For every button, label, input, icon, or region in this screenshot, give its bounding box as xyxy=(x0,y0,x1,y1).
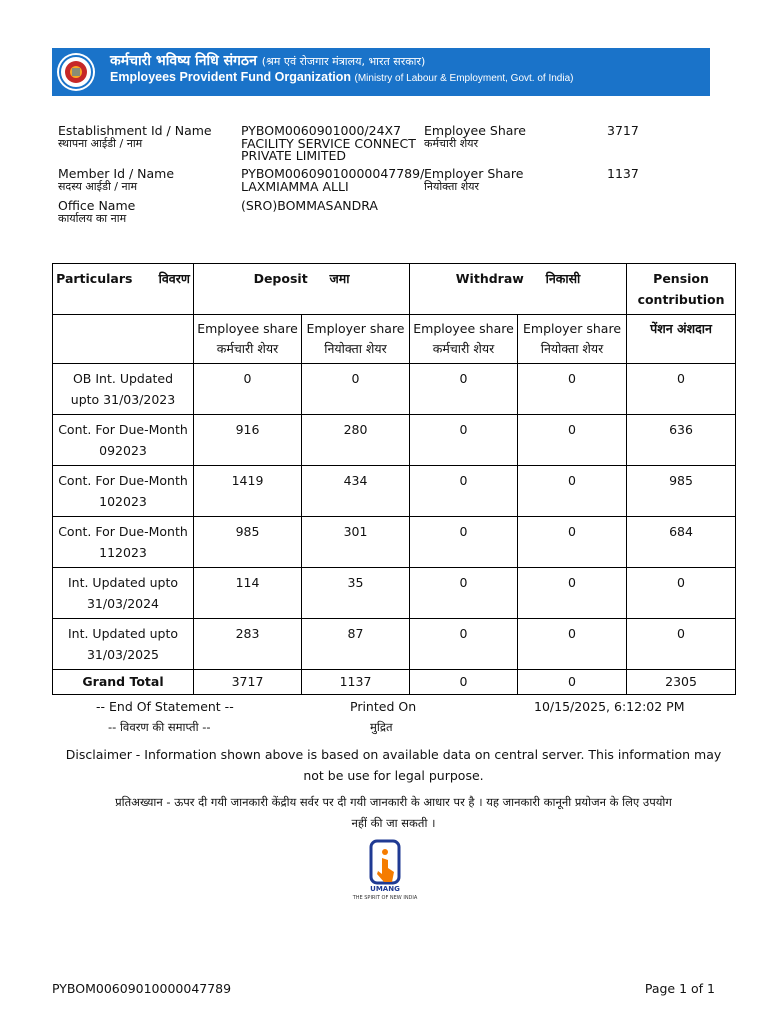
cell-particulars: OB Int. Updated upto 31/03/2023 xyxy=(53,364,194,415)
cell-deposit-employer: 0 xyxy=(302,364,410,415)
subheader-blank xyxy=(53,315,194,364)
footer-member-id: PYBOM00609010000047789 xyxy=(52,981,232,996)
cell-deposit-employer: 280 xyxy=(302,415,410,466)
cell-total-withdraw-employer: 0 xyxy=(518,670,627,695)
end-of-statement-hindi: -- विवरण की समाप्ती -- xyxy=(108,720,211,734)
subheader-withdraw-employee: Employee share कर्मचारी शेयर xyxy=(410,315,518,364)
subheader-deposit-employee: Employee share कर्मचारी शेयर xyxy=(194,315,302,364)
office-label: Office Name कार्यालय का नाम xyxy=(58,198,136,225)
cell-withdraw-employer: 0 xyxy=(518,364,627,415)
cell-total-deposit-employee: 3717 xyxy=(194,670,302,695)
umang-label: UMANG xyxy=(370,885,400,893)
cell-pension: 684 xyxy=(627,517,736,568)
table-subheader-row xyxy=(53,315,736,364)
cell-pension: 0 xyxy=(627,364,736,415)
cell-withdraw-employer: 0 xyxy=(518,517,627,568)
disclaimer-hindi: प्रतिअख्यान - ऊपर दी गयी जानकारी केंद्रीय सर्वर पर दी गयी जानकारी के आधार पर है । यह जानकारी कानूनी प्रयोजन के लिए उपयोग नहीं की जा सकती । xyxy=(115,795,672,830)
office-value: (SRO)BOMMASANDRA xyxy=(241,198,378,213)
member-value: PYBOM00609010000047789/ LAXMIAMMA ALLI xyxy=(241,166,425,194)
printed-on-label-hindi: मुद्रित xyxy=(370,720,393,734)
cell-deposit-employee: 1419 xyxy=(194,466,302,517)
table-row xyxy=(53,364,736,415)
cell-deposit-employee: 283 xyxy=(194,619,302,670)
table-row xyxy=(53,466,736,517)
table-header-row xyxy=(53,264,736,315)
subheader-pension: पेंशन अंशदान xyxy=(627,315,736,364)
cell-withdraw-employee: 0 xyxy=(410,466,518,517)
cell-withdraw-employee: 0 xyxy=(410,415,518,466)
cell-withdraw-employee: 0 xyxy=(410,517,518,568)
member-label: Member Id / Name सदस्य आईडी / नाम xyxy=(58,166,175,193)
org-name-english: Employees Provident Fund Organization (Ministry of Labour & Employment, Govt. of India) xyxy=(110,70,574,84)
cell-deposit-employer: 35 xyxy=(302,568,410,619)
cell-total-withdraw-employee: 0 xyxy=(410,670,518,695)
employee-share-label: Employee Share कर्मचारी शेयर xyxy=(424,123,526,150)
header-particulars: Particulars विवरण xyxy=(53,264,194,315)
cell-pension: 985 xyxy=(627,466,736,517)
cell-deposit-employee: 916 xyxy=(194,415,302,466)
cell-pension: 0 xyxy=(627,568,736,619)
cell-particulars: Int. Updated upto 31/03/2024 xyxy=(53,568,194,619)
cell-withdraw-employer: 0 xyxy=(518,415,627,466)
table-row xyxy=(53,415,736,466)
cell-withdraw-employer: 0 xyxy=(518,619,627,670)
umang-tagline: THE SPIRIT OF NEW INDIA xyxy=(352,895,418,901)
header-banner xyxy=(52,48,710,96)
cell-total-pension: 2305 xyxy=(627,670,736,695)
table-row xyxy=(53,619,736,670)
header-deposit: Deposit जमा xyxy=(194,264,410,315)
cell-deposit-employer: 301 xyxy=(302,517,410,568)
epfo-logo-icon xyxy=(56,52,96,92)
cell-particulars: Cont. For Due-Month 102023 xyxy=(53,466,194,517)
cell-deposit-employee: 985 xyxy=(194,517,302,568)
cell-particulars: Int. Updated upto 31/03/2025 xyxy=(53,619,194,670)
cell-withdraw-employer: 0 xyxy=(518,466,627,517)
cell-particulars: Cont. For Due-Month 092023 xyxy=(53,415,194,466)
printed-on-label: Printed On xyxy=(350,699,417,714)
employer-share-label: Employer Share नियोक्ता शेयर xyxy=(424,166,524,193)
subheader-withdraw-employer: Employer share नियोक्ता शेयर xyxy=(518,315,627,364)
employee-share-value: 3717 xyxy=(607,123,639,138)
cell-withdraw-employer: 0 xyxy=(518,568,627,619)
cell-deposit-employer: 434 xyxy=(302,466,410,517)
disclaimer-english: Disclaimer - Information shown above is based on available data on central server. This information may not be use for legal purpose. xyxy=(65,747,722,783)
header-pension: Pension contribution xyxy=(627,264,736,315)
grand-total-row xyxy=(53,670,736,695)
cell-grand-total-label: Grand Total xyxy=(53,670,194,695)
table-row xyxy=(53,568,736,619)
passbook-table xyxy=(52,263,736,695)
header-withdraw: Withdraw निकासी xyxy=(410,264,627,315)
cell-withdraw-employee: 0 xyxy=(410,619,518,670)
cell-deposit-employee: 0 xyxy=(194,364,302,415)
cell-withdraw-employee: 0 xyxy=(410,568,518,619)
end-of-statement: -- End Of Statement -- xyxy=(96,699,234,714)
cell-withdraw-employee: 0 xyxy=(410,364,518,415)
page-number: Page 1 of 1 xyxy=(644,981,715,996)
cell-total-deposit-employer: 1137 xyxy=(302,670,410,695)
table-row xyxy=(53,517,736,568)
cell-pension: 0 xyxy=(627,619,736,670)
cell-deposit-employer: 87 xyxy=(302,619,410,670)
cell-deposit-employee: 114 xyxy=(194,568,302,619)
printed-on-value: 10/15/2025, 6:12:02 PM xyxy=(534,699,685,714)
establishment-label: Establishment Id / Name स्थापना आईडी / नाम xyxy=(58,123,212,150)
employer-share-value: 1137 xyxy=(607,166,639,181)
cell-particulars: Cont. For Due-Month 112023 xyxy=(53,517,194,568)
establishment-value: PYBOM0060901000/24X7 FACILITY SERVICE CONNECT PRIVATE LIMITED xyxy=(241,123,416,163)
cell-pension: 636 xyxy=(627,415,736,466)
org-name-hindi: कर्मचारी भविष्य निधि संगठन (श्रम एवं रोजगार मंत्रालय, भारत सरकार) xyxy=(110,53,426,69)
subheader-deposit-employer: Employer share नियोक्ता शेयर xyxy=(302,315,410,364)
